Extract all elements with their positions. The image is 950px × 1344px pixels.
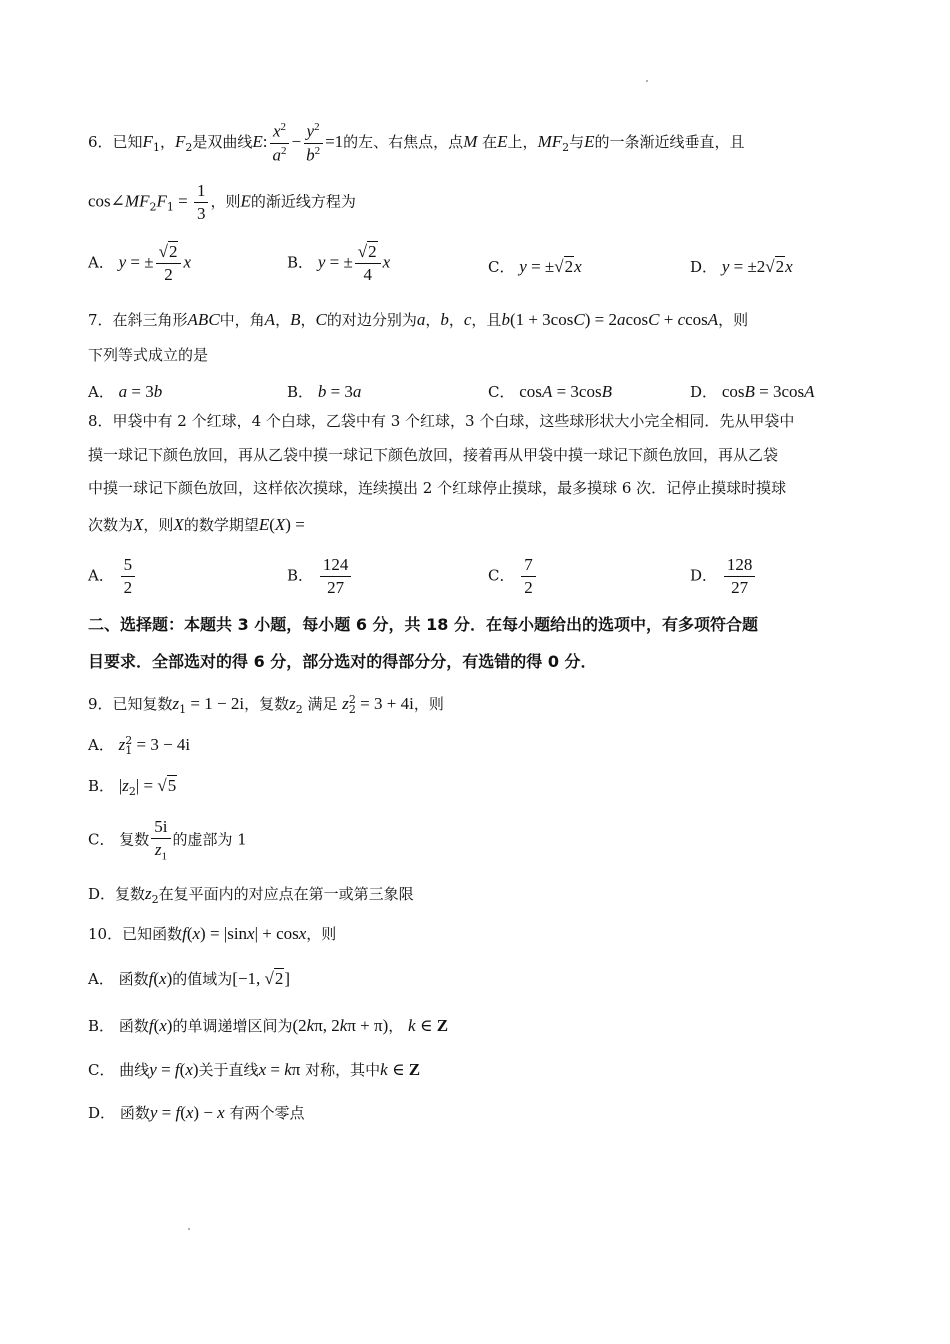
question-7-line-2: 下列等式成立的是 — [88, 346, 209, 364]
q9-option-a: A． $z_1^2 = 3 - 4i$ — [88, 734, 191, 757]
question-8-line-3: 中摸一球记下颜色放回，这样依次摸球，连续摸出 2 个红球停止摸球，最多摸球 6 次．记停止摸球时摸球 — [88, 479, 787, 497]
q7-text: 中，角 — [219, 311, 265, 329]
q9-text: 9．已知复数 — [88, 695, 173, 713]
option-letter: C． — [488, 258, 515, 276]
denominator: 2 — [123, 577, 133, 597]
q9-text: 复数 — [115, 885, 146, 903]
q10-text: 关于直线 — [198, 1061, 259, 1079]
fraction: $\frac{√2}{2}$ — [156, 243, 182, 284]
option-letter: B． — [287, 566, 314, 585]
fraction: $\frac{y^2}{b^2}$ — [303, 122, 323, 164]
q8-text: 次数为 — [88, 516, 134, 534]
option-letter: A． — [88, 566, 114, 585]
option-letter: D． — [690, 566, 718, 585]
q7-option-c: C． cosA = 3cosB — [488, 382, 612, 401]
option-letter: D． — [88, 885, 116, 903]
q9-text: ，则 — [413, 695, 444, 713]
numerator: 128 — [724, 556, 756, 577]
q9-option-b: B． $|z_2| = √5$ — [88, 776, 177, 798]
q6-text: 在 — [482, 133, 498, 151]
q10-option-d: D． 函数y = f(x) − x 有两个零点 — [88, 1103, 305, 1122]
fraction: $\frac{1}{3}$ — [194, 182, 209, 223]
q10-text: 函数 — [119, 1104, 150, 1122]
option-letter: D． — [88, 1104, 116, 1122]
denominator: 2 — [524, 577, 533, 597]
speck — [188, 1228, 190, 1230]
q6-text: 与 — [569, 133, 585, 151]
option-letter: A． — [88, 383, 114, 401]
q6-text: ，则 — [210, 192, 241, 211]
q6-option-a: A． y = ± $\frac{√2}{2}$ x — [88, 242, 191, 284]
q7-text: ，且 — [471, 311, 502, 329]
option-letter: C． — [88, 1061, 115, 1079]
fraction — [320, 556, 352, 597]
fraction — [521, 556, 536, 597]
q8-text: ，则 — [143, 516, 174, 534]
q9-text: 在复平面内的对应点在第一或第三象限 — [158, 885, 414, 903]
option-letter: B． — [88, 1017, 115, 1035]
option-letter: A． — [88, 970, 114, 988]
q9-option-d: D．复数$z_2$在复平面内的对应点在第一或第三象限 — [88, 884, 414, 906]
question-6-line-1: 6．已知$F_1$，$F_2$是双曲线E: $\frac{x^2}{a^2}$ − $\frac{y^2}{b^2}$ =1的左、右焦点，点M 在E上，$MF_2$与E的一条渐近线垂直，且 — [88, 121, 745, 165]
fraction: $\frac{5i}{z_1}$ — [151, 818, 170, 863]
denominator: 27 — [327, 577, 345, 597]
q10-option-b: B． 函数f(x)的单调递增区间为(2kπ, 2kπ + π)， k ∈ Z — [88, 1016, 449, 1035]
q6-text: ， — [159, 133, 175, 151]
q9-text: ，复数 — [244, 695, 290, 713]
numerator: 7 — [521, 556, 536, 577]
q10-text: 曲线 — [119, 1061, 150, 1079]
q10-text: ，则 — [306, 925, 337, 943]
question-8-line-2: 摸一球记下颜色放回，再从乙袋中摸一球记下颜色放回，接着再从甲袋中摸一球记下颜色放回，再从乙袋 — [88, 446, 779, 464]
question-8-line-1: 8．甲袋中有 2 个红球，4 个白球，乙袋中有 3 个红球，3 个白球，这些球形状大小完全相同．先从甲袋中 — [88, 412, 795, 430]
fraction — [724, 556, 756, 597]
question-8-line-4: 次数为X，则X的数学期望E(X) = — [88, 515, 305, 534]
q10-text: 的值域为 — [172, 970, 233, 988]
q7-option-b: B． b = 3a — [287, 382, 362, 401]
q10-option-a: A． 函数f(x)的值域为[−1, √2] — [88, 969, 291, 988]
numerator: 124 — [320, 556, 352, 577]
q6-option-c: C． y = ±√2x — [488, 257, 582, 276]
q9-text: 复数 — [119, 830, 150, 849]
q10-option-c: C． 曲线y = f(x)关于直线x = kπ 对称，其中k ∈ Z — [88, 1060, 421, 1079]
option-letter: B． — [88, 777, 115, 795]
option-letter: D． — [690, 258, 718, 276]
speck — [646, 80, 648, 82]
option-letter: B． — [287, 253, 314, 272]
q6-text: 的渐近线方程为 — [250, 192, 356, 211]
q10-text: 函数 — [118, 970, 149, 988]
q6-option-d: D． y = ±2√2x — [690, 257, 793, 276]
option-letter: C． — [488, 383, 515, 401]
q10-text: ， — [388, 1017, 404, 1035]
q7-option-d: D． cosB = 3cosA — [690, 382, 815, 401]
question-7-line-1: 7．在斜三角形ABC中，角A，B，C的对边分别为a，b，c，且b(1 + 3cosC) = 2acosC + ccosA，则 — [88, 310, 749, 329]
q9-text: 的虚部为 1 — [172, 830, 247, 849]
question-10-stem: 10．已知函数f(x) = |sinx| + cosx，则 — [88, 924, 337, 943]
numerator: 5 — [121, 556, 136, 577]
option-letter: A． — [88, 253, 114, 272]
q6-option-b: B． y = ± $\frac{√2}{4}$ x — [287, 242, 391, 284]
q8-option-d — [690, 556, 757, 597]
q10-text: 对称，其中 — [305, 1061, 381, 1079]
q10-text: 的单调递增区间为 — [172, 1017, 293, 1035]
question-9-stem: 9．已知复数$z_1 = 1 - 2i$，复数$z_2$ 满足 $z_2^2 = 3 + 4i$，则 — [88, 693, 444, 716]
q6-text: 6．已知 — [88, 133, 143, 151]
section-2-heading-line-1: 二、选择题：本题共 3 小题，每小题 6 分，共 18 分．在每小题给出的选项中，有多项符合题 — [88, 615, 758, 634]
option-letter: D． — [690, 383, 718, 401]
fraction — [121, 556, 136, 597]
q10-text: 有两个零点 — [229, 1104, 305, 1122]
q6-text: 的左、右焦点，点 — [343, 133, 464, 151]
q9-text: 满足 — [307, 695, 338, 713]
q7-text: ，则 — [718, 311, 749, 329]
q10-text: 函数 — [118, 1017, 149, 1035]
q7-text: 7．在斜三角形 — [88, 311, 188, 329]
option-letter: C． — [88, 830, 115, 849]
q6-text: 是双曲线 — [192, 133, 253, 151]
q8-option-b — [287, 556, 353, 597]
fraction: $\frac{x^2}{a^2}$ — [269, 122, 289, 164]
fraction: $\frac{√2}{4}$ — [355, 243, 381, 284]
q8-option-a — [88, 556, 137, 597]
q8-text: 的数学期望 — [183, 516, 259, 534]
question-6-line-2: $\cos\angle MF_2F_1$ = $\frac{1}{3}$ ，则E的渐近线方程为 — [88, 181, 356, 223]
section-2-heading-line-2: 目要求．全部选对的得 6 分，部分选对的得部分分，有选错的得 0 分． — [88, 652, 597, 671]
q10-text: 10．已知函数 — [88, 925, 183, 943]
q7-option-a: A． a = 3b — [88, 382, 163, 401]
denominator: 27 — [731, 577, 749, 597]
q9-option-c — [88, 818, 247, 863]
option-letter: A． — [88, 736, 114, 754]
q6-text: 的一条渐近线垂直，且 — [594, 133, 745, 151]
option-letter: C． — [488, 566, 515, 585]
option-letter: B． — [287, 383, 314, 401]
q6-text: 上， — [507, 133, 538, 151]
q8-option-c — [488, 556, 538, 597]
q7-text: 的对边分别为 — [326, 311, 417, 329]
